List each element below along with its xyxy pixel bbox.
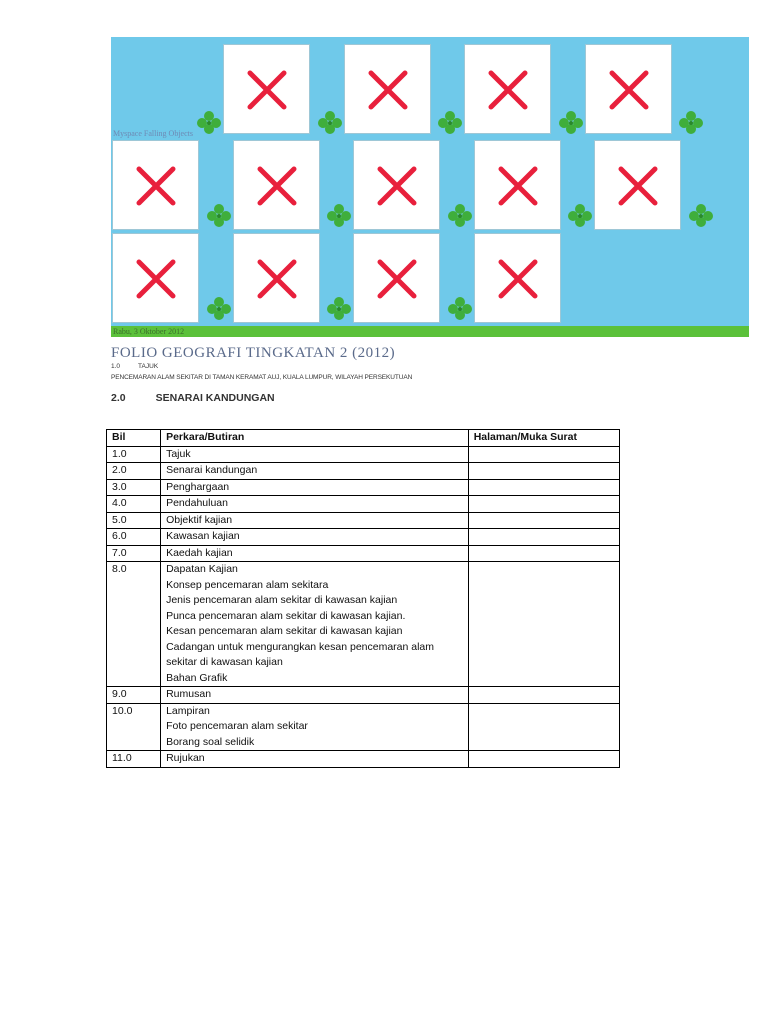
column-header-halaman: Halaman/Muka Surat <box>468 430 619 447</box>
broken-image-cross-icon <box>135 258 177 300</box>
broken-image-tile <box>233 140 320 230</box>
row-page <box>468 446 619 463</box>
clover-icon <box>325 295 353 323</box>
table-row <box>107 496 620 513</box>
table-row <box>107 687 620 704</box>
broken-image-tile <box>474 140 561 230</box>
item-title: Kawasan kajian <box>166 530 240 542</box>
subheading-tajuk <box>111 363 158 370</box>
broken-image-cross-icon <box>256 258 298 300</box>
row-item <box>161 562 469 687</box>
row-number: 4.0 <box>107 496 161 513</box>
row-number: 3.0 <box>107 479 161 496</box>
item-title: Pendahuluan <box>166 497 228 509</box>
item-title: Lampiran <box>166 704 210 717</box>
broken-image-tile <box>464 44 551 134</box>
broken-image-cross-icon <box>608 69 650 111</box>
subheading-label: TAJUK <box>138 363 159 370</box>
table-row <box>107 751 620 768</box>
item-title: Senarai kandungan <box>166 464 258 476</box>
subheading-text: PENCEMARAN ALAM SEKITAR DI TAMAN KERAMAT AUJ, KUALA LUMPUR, WILAYAH PERSEKUTUAN <box>111 374 413 381</box>
clover-icon <box>205 202 233 230</box>
post-date: Rabu, 3 Oktober 2012 <box>113 327 185 336</box>
row-page <box>468 463 619 480</box>
row-item <box>161 512 469 529</box>
subheading-number: 1.0 <box>111 363 121 370</box>
table-row <box>107 479 620 496</box>
row-item <box>161 687 469 704</box>
banner-caption[interactable]: Myspace Falling Objects <box>113 129 193 138</box>
row-number: 2.0 <box>107 463 161 480</box>
row-number: 8.0 <box>107 562 161 687</box>
row-item <box>161 479 469 496</box>
item-subitem: Kesan pencemaran alam sekitar di kawasan kajian <box>166 625 403 637</box>
row-item <box>161 751 469 768</box>
row-page <box>468 545 619 562</box>
row-page <box>468 479 619 496</box>
broken-image-cross-icon <box>497 165 539 207</box>
clover-icon <box>205 295 233 323</box>
row-item <box>161 703 469 751</box>
broken-image-tile <box>344 44 431 134</box>
row-number: 6.0 <box>107 529 161 546</box>
broken-image-tile <box>585 44 672 134</box>
row-number: 10.0 <box>107 703 161 751</box>
item-subitem: Punca pencemaran alam sekitar di kawasan kajian. <box>166 609 406 622</box>
section-heading <box>111 392 275 404</box>
table-row <box>107 446 620 463</box>
broken-image-tile <box>112 233 199 323</box>
clover-icon <box>566 202 594 230</box>
table-row <box>107 545 620 562</box>
table-header-row <box>107 430 620 447</box>
banner-grass-strip <box>111 326 749 337</box>
clover-icon <box>436 109 464 137</box>
table-row <box>107 512 620 529</box>
item-subitem: Cadangan untuk mengurangkan kesan pencemaran alam <box>166 640 435 653</box>
clover-icon <box>195 109 223 137</box>
row-item <box>161 496 469 513</box>
broken-image-cross-icon <box>497 258 539 300</box>
table-row <box>107 529 620 546</box>
table-body <box>107 446 620 767</box>
broken-image-cross-icon <box>256 165 298 207</box>
broken-image-tile <box>353 233 440 323</box>
item-title: Kaedah kajian <box>166 546 233 559</box>
broken-image-cross-icon <box>367 69 409 111</box>
header-banner <box>111 37 749 337</box>
item-title: Tajuk <box>166 447 191 460</box>
item-title: Objektif kajian <box>166 513 233 526</box>
contents-table <box>106 429 620 768</box>
column-header-bil: Bil <box>107 430 161 447</box>
item-subitem: Foto pencemaran alam sekitar <box>166 720 308 732</box>
clover-icon <box>557 109 585 137</box>
clover-icon <box>316 109 344 137</box>
column-header-perkara: Perkara/Butiran <box>161 430 469 447</box>
row-number: 11.0 <box>107 751 161 768</box>
broken-image-tile <box>223 44 310 134</box>
item-subitem: sekitar di kawasan kajian <box>166 656 283 668</box>
row-item <box>161 463 469 480</box>
broken-image-tile <box>233 233 320 323</box>
row-number: 5.0 <box>107 512 161 529</box>
broken-image-tile <box>594 140 681 230</box>
item-subitem: Borang soal selidik <box>166 735 255 748</box>
item-subitem: Konsep pencemaran alam sekitara <box>166 578 329 591</box>
broken-image-cross-icon <box>376 258 418 300</box>
broken-image-tile <box>353 140 440 230</box>
broken-image-tile <box>474 233 561 323</box>
row-page <box>468 703 619 751</box>
item-title: Rumusan <box>166 688 212 700</box>
clover-icon <box>325 202 353 230</box>
table-row <box>107 703 620 751</box>
broken-image-cross-icon <box>376 165 418 207</box>
broken-image-cross-icon <box>487 69 529 111</box>
clover-icon <box>677 109 705 137</box>
item-subitem: Bahan Grafik <box>166 671 228 684</box>
row-item <box>161 529 469 546</box>
table-row <box>107 562 620 687</box>
row-number: 1.0 <box>107 446 161 463</box>
row-page <box>468 687 619 704</box>
row-number: 7.0 <box>107 545 161 562</box>
broken-image-cross-icon <box>135 165 177 207</box>
row-page <box>468 562 619 687</box>
section-label: SENARAI KANDUNGAN <box>155 392 275 404</box>
row-page <box>468 496 619 513</box>
row-item <box>161 446 469 463</box>
table-row <box>107 463 620 480</box>
clover-icon <box>687 202 715 230</box>
row-item <box>161 545 469 562</box>
item-title: Dapatan Kajian <box>166 563 238 575</box>
page-title: FOLIO GEOGRAFI TINGKATAN 2 (2012) <box>111 345 396 361</box>
row-page <box>468 512 619 529</box>
item-subitem: Jenis pencemaran alam sekitar di kawasan kajian <box>166 594 398 606</box>
item-title: Penghargaan <box>166 480 230 493</box>
clover-icon <box>446 202 474 230</box>
section-number: 2.0 <box>111 392 126 404</box>
clover-icon <box>446 295 474 323</box>
broken-image-cross-icon <box>246 69 288 111</box>
broken-image-cross-icon <box>617 165 659 207</box>
row-number: 9.0 <box>107 687 161 704</box>
row-page <box>468 751 619 768</box>
row-page <box>468 529 619 546</box>
broken-image-tile <box>112 140 199 230</box>
item-title: Rujukan <box>166 752 205 764</box>
